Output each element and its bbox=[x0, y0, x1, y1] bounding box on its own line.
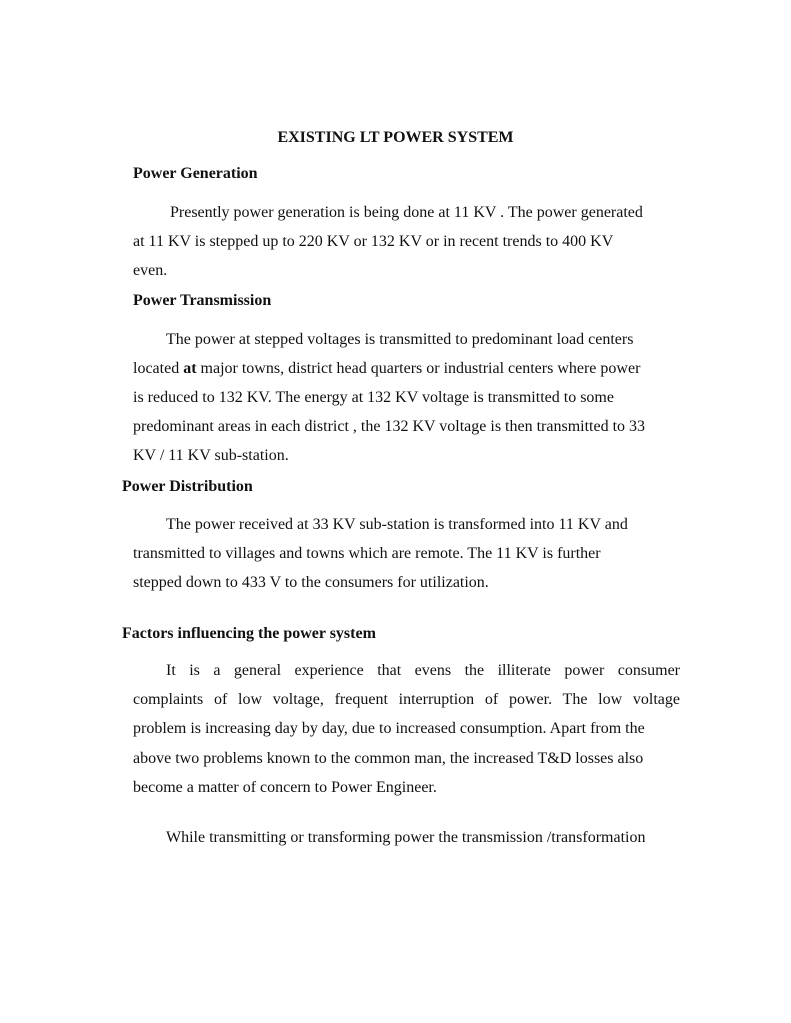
distribution-line-3: stepped down to 433 V to the consumers for utilization. bbox=[133, 574, 489, 591]
transmission-line-1: The power at stepped voltages is transmitted to predominant load centers bbox=[166, 331, 634, 348]
transmission-line-4: predominant areas in each district , the 132 KV voltage is then transmitted to 33 bbox=[133, 418, 646, 435]
generation-line-3: even. bbox=[133, 262, 168, 279]
distribution-line-2: transmitted to villages and towns which are remote. The 11 KV is further bbox=[133, 545, 601, 562]
distribution-line-1: The power received at 33 KV sub-station is transformed into 11 KV and bbox=[166, 516, 628, 533]
heading-factors: Factors influencing the power system bbox=[122, 625, 376, 642]
transmission-line-2 bbox=[133, 359, 640, 379]
generation-line-2: at 11 KV is stepped up to 220 KV or 132 KV or in recent trends to 400 KV bbox=[133, 233, 614, 250]
transmission-line-5: KV / 11 KV sub-station. bbox=[133, 447, 289, 464]
heading-power-distribution: Power Distribution bbox=[122, 478, 253, 495]
transmission-line-3: is reduced to 132 KV. The energy at 132 KV voltage is transmitted to some bbox=[133, 389, 614, 406]
factors-line-5: become a matter of concern to Power Engineer. bbox=[133, 779, 437, 796]
heading-power-generation: Power Generation bbox=[133, 165, 258, 182]
page-title: EXISTING LT POWER SYSTEM bbox=[277, 129, 514, 146]
heading-power-transmission: Power Transmission bbox=[133, 292, 272, 309]
factors-line-3: problem is increasing day by day, due to increased consumption. Apart from the bbox=[133, 720, 645, 737]
factors-line-2: complaints of low voltage, frequent interruption of power. The low voltage bbox=[133, 691, 680, 708]
factors-line-4: above two problems known to the common man, the increased T&D losses also bbox=[133, 750, 644, 767]
transmission-line-2-bold: at bbox=[183, 360, 197, 377]
factors-line-1: It is a general experience that evens the illiterate power consumer bbox=[166, 662, 680, 679]
generation-line-1: Presently power generation is being done at 11 KV . The power generated bbox=[170, 204, 643, 221]
transmission-line-2-pre: located bbox=[133, 360, 184, 377]
transmission-line-2-post: major towns, district head quarters or industrial centers where power bbox=[196, 360, 641, 377]
continuation-line: While transmitting or transforming power the transmission /transformation bbox=[166, 829, 646, 846]
